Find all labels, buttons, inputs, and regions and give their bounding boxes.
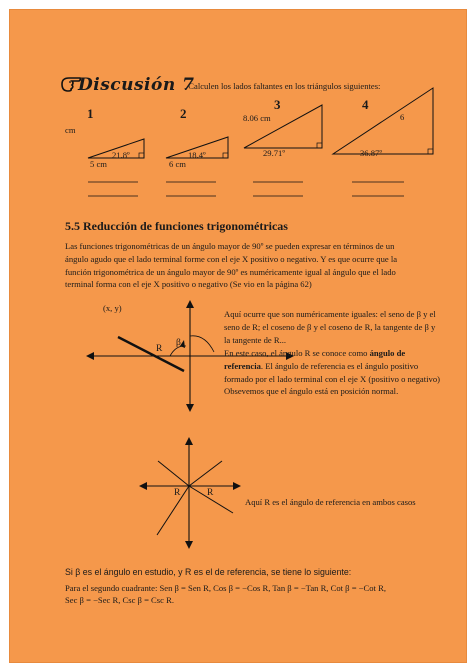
figure2-axes [139,437,241,549]
discussion-title: Discusión 7 [78,75,195,95]
figure1-label-r: R [156,344,163,354]
triangle-1-angle: 21.8º [112,150,130,160]
discussion-instruction: . Calculen los lados faltantes en los triángulos siguientes: [184,81,381,91]
figure1-label-beta: β [176,338,181,348]
triangle-4-angle: 36.87º [360,148,383,158]
triangle-number-1: 1 [87,106,94,121]
figure2-caption: Aquí R es el ángulo de referencia en ambos casos [245,497,416,507]
figure1-description: Aquí ocurre que son numéricamente iguales: el seno de β y el seno de R; el coseno de β y el coseno de R, la tangente de β y la tangente de R... [224,309,436,345]
section-intro: Las funciones trigonométricas de un ángulo mayor de 90º se pueden expresar en términos de un ángulo agudo que el lado terminal forme con el eje X positivo o negativo. Y es que ocurre que la función trigonométrica de un ángulo mayor de 90º es numéricamente igual al ángulo que el lado terminal forma con el eje X positivo o negativo (Se vio en la página 62) [65,241,398,290]
triangle-3-side-top: 8.06 cm [243,113,271,123]
figure1-reference-text: En este caso, el ángulo R se conoce como ángulo de referencia. El ángulo de referencia es el ángulo positivo formado por el lado terminal con el eje X (positivo o negativo) Obsevemos que el ángulo está en posición normal. [224,348,440,397]
triangle-4-side-hyp: 6 [400,112,405,122]
footer-statement: Si β es el ángulo en estudio, y R es el de referencia, se tiene lo siguiente: [65,567,352,577]
footer-line2: Sec β = −Sec R, Csc β = Csc R. [65,595,174,605]
triangle-4 [333,88,433,154]
triangle-number-3: 3 [274,97,281,112]
triangle-3-angle: 29.71º [263,148,286,158]
section-heading: 5.5 Reducción de funciones trigonométricas [65,219,288,233]
triangle-1-side-left: cm [65,125,76,135]
triangle-1-side-bottom: 5 cm [90,159,107,169]
triangle-2-side-bottom: 6 cm [169,159,186,169]
figure1-point-label: (x, y) [103,303,122,313]
footer-line1: Para el segundo cuadrante: Sen β = Sen R, Cos β = −Cos R, Tan β = −Tan R, Cot β = −Cot R, [65,583,386,593]
figure1-terminal-side [118,337,184,371]
figure2-label-r-left: R [174,488,181,498]
triangle-2-angle: 18.4º [188,150,206,160]
figure2-label-r-right: R [207,488,214,498]
triangle-number-4: 4 [362,97,369,112]
triangle-3 [244,105,322,148]
triangle-number-2: 2 [180,106,187,121]
